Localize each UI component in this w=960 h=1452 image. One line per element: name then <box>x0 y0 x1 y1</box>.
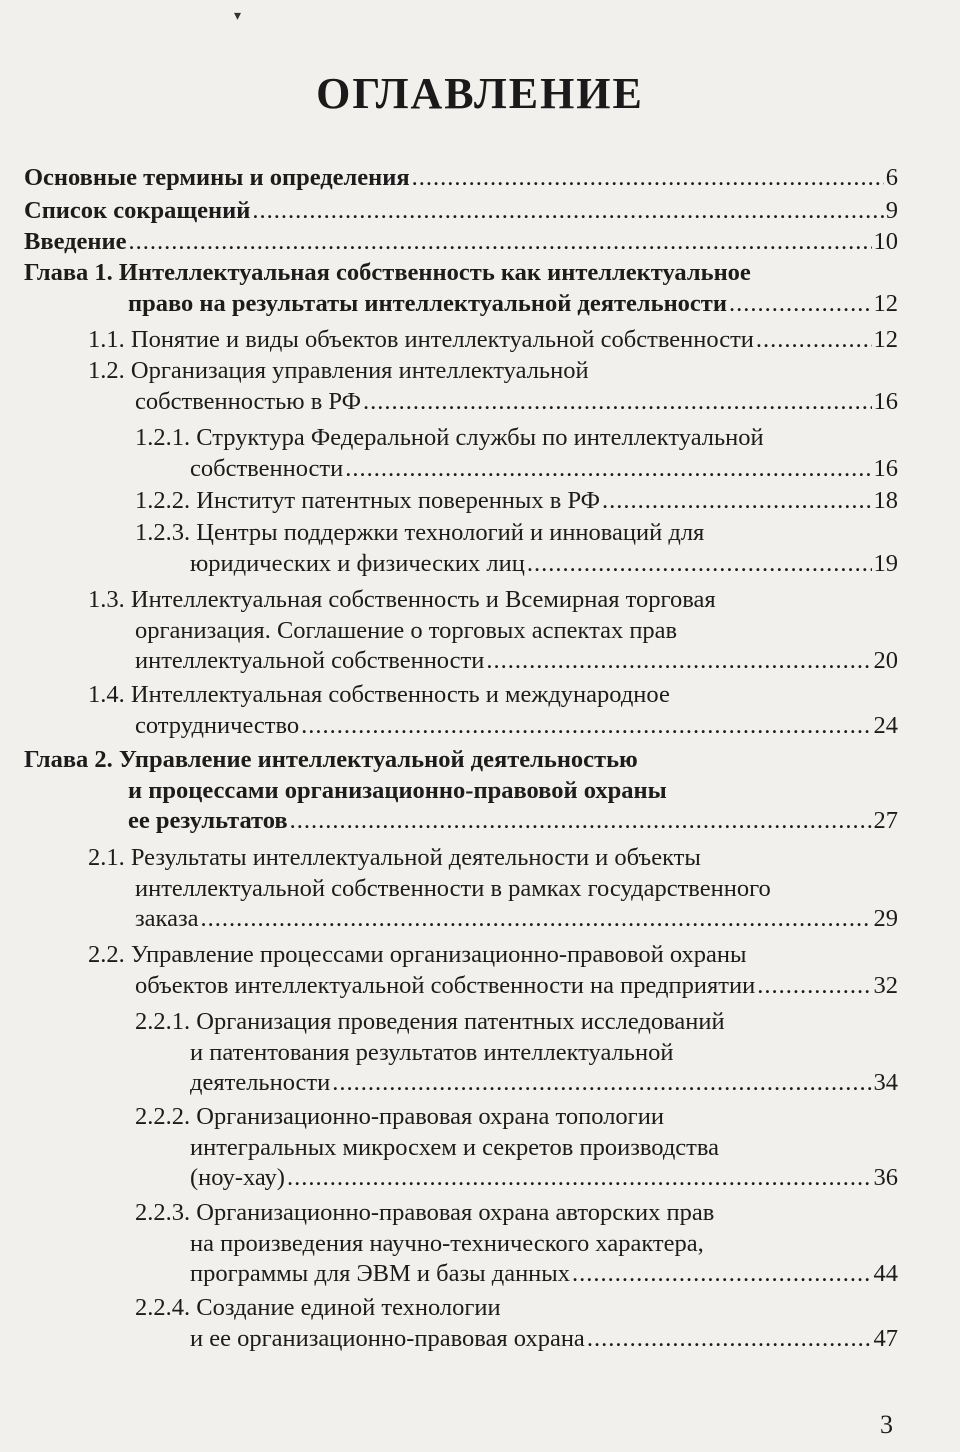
toc-page-number: 47 <box>873 1324 898 1352</box>
toc-entry-line: Глава 1. Интеллектуальная собственность как интеллектуальное <box>24 259 751 286</box>
toc-entry-title: заказа <box>135 905 199 933</box>
toc-page-number: 6 <box>885 164 898 191</box>
toc-entry-title: программы для ЭВМ и базы данных <box>190 1260 571 1288</box>
toc-entry <box>24 227 898 258</box>
toc-page-number: 36 <box>873 1164 898 1192</box>
toc-entry-title: 1.1. Понятие и виды объектов интеллектуальной собственности <box>88 326 754 353</box>
toc-entry-line <box>24 289 898 320</box>
toc-entry <box>135 486 898 517</box>
toc-entry-title: (ноу-хау) <box>190 1164 285 1192</box>
toc-entry-title: Введение <box>24 228 127 255</box>
dot-leader <box>301 711 871 742</box>
dot-leader <box>486 646 871 677</box>
toc-entry-line <box>135 1259 898 1290</box>
dot-leader <box>363 387 872 418</box>
toc-entry-line <box>135 454 898 485</box>
toc-entry <box>24 163 898 194</box>
toc-entry-line <box>24 227 898 258</box>
toc-entry-line: интеллектуальной собственности в рамках государственного <box>135 874 771 902</box>
toc-page-number: 16 <box>873 387 898 415</box>
toc-entry-line: и процессами организационно-правовой охраны <box>128 776 667 804</box>
toc-page-number: 32 <box>873 971 898 999</box>
toc-page-number: 29 <box>873 905 898 933</box>
toc-entry <box>135 423 898 484</box>
toc-entry-line: 2.2. Управление процессами организационно-правовой охраны <box>88 941 747 968</box>
toc-page-number: 27 <box>873 807 898 835</box>
toc-entry-line <box>24 806 898 837</box>
toc-entry <box>88 356 898 417</box>
toc-entry <box>135 1007 898 1099</box>
toc-entry-title: юридических и физических лиц <box>190 549 525 577</box>
dot-leader <box>332 1068 871 1099</box>
toc-entry-line <box>135 486 898 517</box>
toc-page-number: 9 <box>885 197 898 224</box>
toc-entry-title: 1.2.2. Институт патентных поверенных в РФ <box>135 487 601 514</box>
toc-entry-line: интегральных микросхем и секретов производства <box>190 1133 720 1161</box>
toc-page-number: 20 <box>873 647 898 675</box>
toc-page-number: 12 <box>873 326 898 353</box>
toc-entry-line: Глава 2. Управление интеллектуальной деятельностью <box>24 746 638 773</box>
dot-leader <box>345 454 871 485</box>
toc-page-number: 34 <box>873 1069 898 1097</box>
toc-entry-line: и патентования результатов интеллектуальной <box>190 1038 674 1066</box>
toc-entry-title: право на результаты интеллектуальной деятельности <box>128 289 727 317</box>
dot-leader <box>527 549 872 580</box>
toc-entry-title: сотрудничество <box>135 711 300 739</box>
toc-entry-line <box>135 1068 898 1099</box>
toc-entry-title: Список сокращений <box>24 197 251 224</box>
toc-entry-title: собственностью в РФ <box>135 387 361 415</box>
toc-entry-line: 2.2.2. Организационно-правовая охрана топологии <box>135 1103 664 1130</box>
toc-entry <box>88 325 898 356</box>
toc-page-number: 24 <box>873 711 898 739</box>
dot-leader <box>602 486 871 517</box>
dot-leader <box>201 904 872 935</box>
toc-page-number: 10 <box>873 228 898 255</box>
toc-entry-line <box>88 711 898 742</box>
toc-entry-title: и ее организационно-правовая охрана <box>190 1324 585 1352</box>
dot-leader <box>729 289 872 320</box>
toc-entry-line: 2.1. Результаты интеллектуальной деятельности и объекты <box>88 844 701 871</box>
toc-entry-title: интеллектуальной собственности <box>135 647 485 675</box>
page-title: ОГЛАВЛЕНИЕ <box>316 69 644 118</box>
toc-entry-line <box>88 646 898 677</box>
toc-entry-line: 1.2.3. Центры поддержки технологий и инноваций для <box>135 519 705 546</box>
toc-entry <box>88 843 898 935</box>
toc-entry-line <box>24 196 898 227</box>
toc-entry <box>24 745 898 837</box>
dot-leader <box>252 196 883 227</box>
toc-entry-line <box>135 1163 898 1194</box>
toc-entry-title: Основные термины и определения <box>24 164 410 191</box>
toc-page-number: 16 <box>873 454 898 482</box>
toc-entry <box>24 258 898 319</box>
dot-leader <box>587 1324 872 1355</box>
toc-entry-line <box>135 1324 898 1355</box>
toc-entry-line: 2.2.3. Организационно-правовая охрана авторских прав <box>135 1199 715 1226</box>
toc-entry-line: 2.2.1. Организация проведения патентных исследований <box>135 1008 725 1035</box>
toc-page-number: 19 <box>873 549 898 577</box>
dot-leader <box>756 325 872 356</box>
toc-entry-line: 1.4. Интеллектуальная собственность и международное <box>88 681 670 708</box>
toc-entry <box>24 196 898 227</box>
toc-entry-line <box>88 904 898 935</box>
toc-entry <box>135 1293 898 1354</box>
toc-entry <box>88 680 898 741</box>
toc-entry-title: объектов интеллектуальной собственности на предприятии <box>135 971 756 999</box>
toc-entry-line <box>24 163 898 194</box>
dot-leader <box>287 1163 872 1194</box>
toc-entry-line <box>88 325 898 356</box>
toc-page-number: 18 <box>873 487 898 514</box>
toc-entry <box>88 585 898 677</box>
page-number: 3 <box>880 1410 893 1439</box>
ink-mark: ▾ <box>234 9 242 24</box>
toc-entry-line <box>88 387 898 418</box>
toc-entry-title: собственности <box>190 454 344 482</box>
dot-leader <box>290 806 872 837</box>
toc-entry <box>88 940 898 1001</box>
toc-entry-title: ее результатов <box>128 807 288 835</box>
dot-leader <box>757 971 871 1002</box>
toc-page-number: 12 <box>873 289 898 317</box>
toc-entry <box>135 1198 898 1290</box>
toc-entry-line: 2.2.4. Создание единой технологии <box>135 1294 501 1321</box>
toc-entry <box>135 1102 898 1194</box>
toc-entry-line: 1.3. Интеллектуальная собственность и Всемирная торговая <box>88 586 716 613</box>
toc-entry-line: 1.2. Организация управления интеллектуальной <box>88 357 589 384</box>
toc-entry-line: организация. Соглашение о торговых аспектах прав <box>135 616 678 644</box>
toc-entry <box>135 518 898 579</box>
dot-leader <box>572 1259 871 1290</box>
toc-entry-line: 1.2.1. Структура Федеральной службы по интеллектуальной <box>135 424 764 451</box>
toc-entry-line <box>88 971 898 1002</box>
dot-leader <box>129 227 872 258</box>
toc-entry-title: деятельности <box>190 1069 331 1097</box>
toc-entry-line: на произведения научно-технического характера, <box>190 1229 704 1257</box>
toc-entry-line <box>135 549 898 580</box>
dot-leader <box>412 163 884 194</box>
toc-page-number: 44 <box>873 1260 898 1288</box>
